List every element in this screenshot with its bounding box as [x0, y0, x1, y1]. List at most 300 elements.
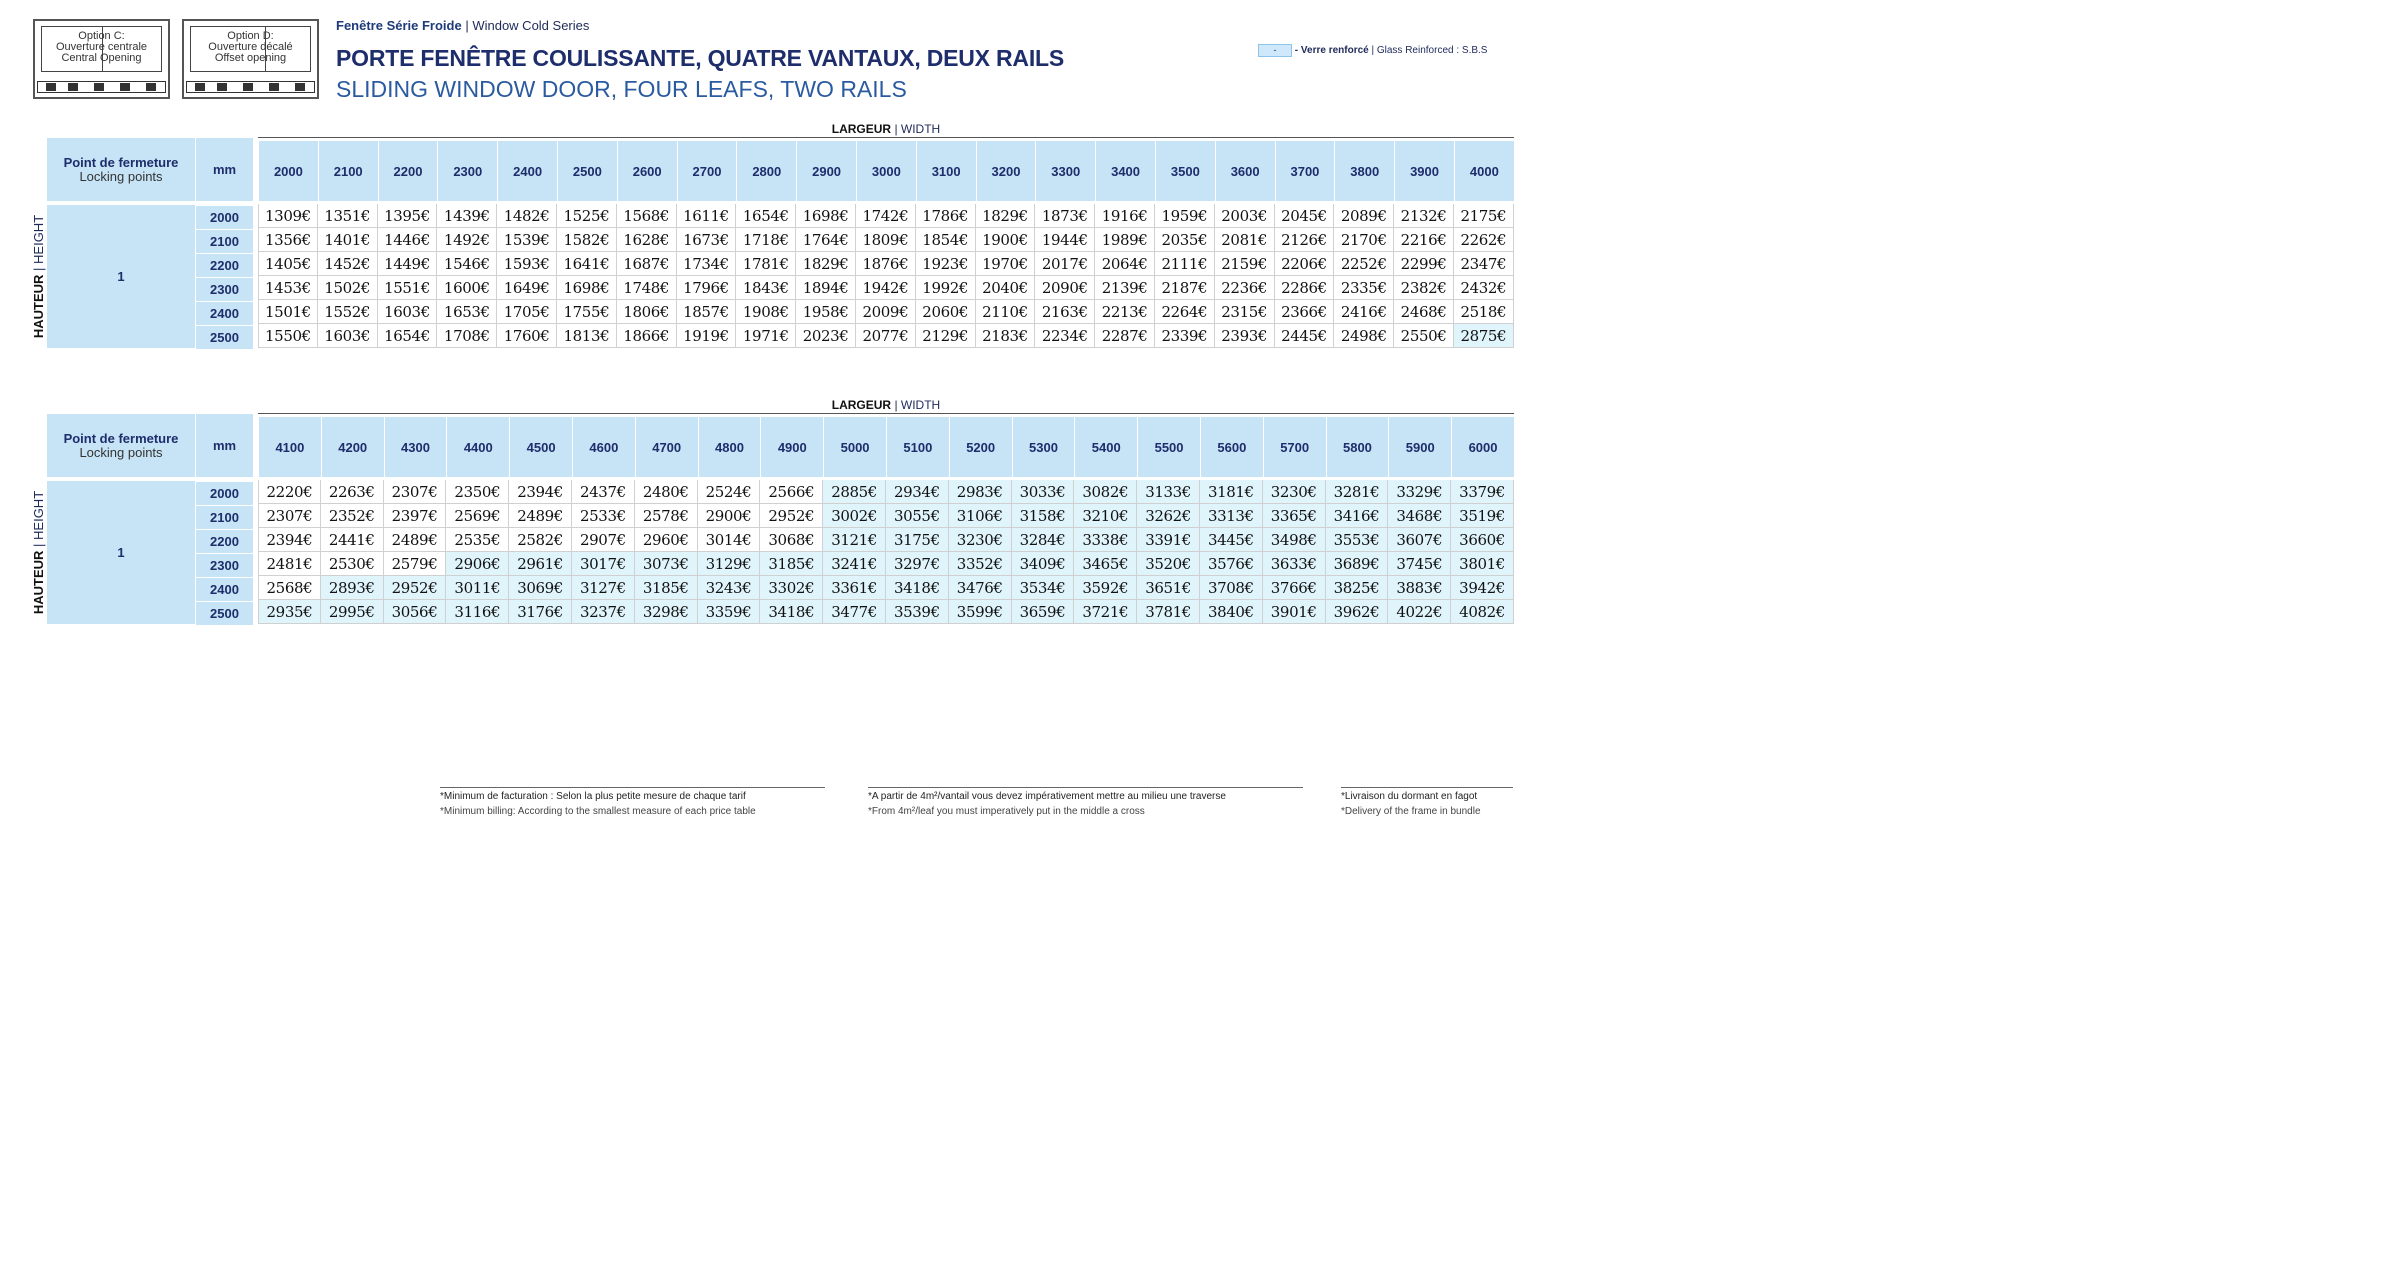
- price-cell: 3313€: [1200, 504, 1263, 528]
- footnote-billing-en: *Minimum billing: According to the smallest measure of each price table: [440, 806, 756, 817]
- height-en: | HEIGHT: [31, 214, 47, 275]
- option-c-label: [35, 31, 168, 64]
- price-cell: 3599€: [949, 600, 1012, 624]
- price-cell: 3660€: [1451, 528, 1514, 552]
- height-row-header: 2100: [196, 505, 253, 529]
- locking-en: Locking points: [79, 444, 163, 460]
- width-header-cell: 5600: [1200, 417, 1263, 477]
- locking-fr: Point de fermeture: [63, 430, 179, 446]
- width-header-cell: 3600: [1215, 141, 1275, 201]
- price-cell: 2875€: [1454, 324, 1514, 348]
- price-cell: 3121€: [823, 528, 886, 552]
- footnote-delivery: [1341, 789, 1513, 819]
- price-grid-2: [258, 480, 1514, 624]
- width-header-cell: 3500: [1155, 141, 1215, 201]
- price-cell: 2530€: [321, 552, 384, 576]
- price-cell: 2023€: [796, 324, 856, 348]
- series-en: Window Cold Series: [472, 18, 590, 33]
- price-cell: 2111€: [1155, 252, 1215, 276]
- price-cell: 2960€: [635, 528, 698, 552]
- price-cell: 1742€: [856, 204, 916, 228]
- price-cell: 2339€: [1155, 324, 1215, 348]
- price-cell: 1900€: [976, 228, 1036, 252]
- price-cell: 1395€: [378, 204, 438, 228]
- price-cell: 2159€: [1215, 252, 1275, 276]
- price-cell: 1718€: [736, 228, 796, 252]
- price-cell: 1748€: [617, 276, 677, 300]
- width-header-row: [258, 417, 1514, 477]
- price-cell: 3116€: [446, 600, 509, 624]
- table-row: [258, 252, 1514, 276]
- price-cell: 2893€: [321, 576, 384, 600]
- price-cell: 3745€: [1388, 552, 1451, 576]
- price-cell: 2264€: [1155, 300, 1215, 324]
- width-header-cell: 5200: [949, 417, 1012, 477]
- price-cell: 2129€: [916, 324, 976, 348]
- price-cell: 3962€: [1326, 600, 1389, 624]
- price-cell: 2089€: [1334, 204, 1394, 228]
- price-cell: 2533€: [572, 504, 635, 528]
- width-header-cell: 2900: [796, 141, 856, 201]
- price-cell: 1539€: [497, 228, 557, 252]
- price-cell: 3002€: [823, 504, 886, 528]
- price-cell: 3607€: [1388, 528, 1451, 552]
- price-cell: 3416€: [1326, 504, 1389, 528]
- price-cell: 2961€: [509, 552, 572, 576]
- price-cell: 1551€: [378, 276, 438, 300]
- price-cell: 4082€: [1451, 600, 1514, 624]
- height-row-header: 2500: [196, 601, 253, 625]
- price-cell: 1641€: [557, 252, 617, 276]
- height-row-header: 2500: [196, 325, 253, 349]
- price-cell: 3520€: [1137, 552, 1200, 576]
- price-cell: 3106€: [949, 504, 1012, 528]
- height-row-header: 2400: [196, 577, 253, 601]
- price-cell: 1786€: [916, 204, 976, 228]
- price-cell: 2518€: [1454, 300, 1514, 324]
- price-cell: 3825€: [1326, 576, 1389, 600]
- price-cell: 3262€: [1137, 504, 1200, 528]
- width-header-cell: 2400: [497, 141, 557, 201]
- price-cell: 3011€: [446, 576, 509, 600]
- price-grid-1: [258, 204, 1514, 348]
- price-cell: 1673€: [677, 228, 737, 252]
- price-cell: 3230€: [1263, 480, 1326, 504]
- price-cell: 2437€: [572, 480, 635, 504]
- price-cell: 3418€: [886, 576, 949, 600]
- price-cell: 1866€: [617, 324, 677, 348]
- price-cell: 2445€: [1275, 324, 1335, 348]
- price-cell: 3553€: [1326, 528, 1389, 552]
- height-row-header: 2400: [196, 301, 253, 325]
- price-cell: 1705€: [497, 300, 557, 324]
- width-header-cell: 2200: [378, 141, 438, 201]
- price-cell: 1568€: [617, 204, 677, 228]
- price-cell: 3014€: [698, 528, 761, 552]
- price-cell: 3243€: [698, 576, 761, 600]
- price-cell: 3539€: [886, 600, 949, 624]
- price-cell: 3127€: [572, 576, 635, 600]
- price-cell: 2535€: [446, 528, 509, 552]
- price-cell: 2566€: [760, 480, 823, 504]
- price-cell: 3069€: [509, 576, 572, 600]
- width-header-cell: 3200: [976, 141, 1036, 201]
- price-cell: 1628€: [617, 228, 677, 252]
- footnote-crossbar: [868, 789, 1303, 819]
- price-cell: 3801€: [1451, 552, 1514, 576]
- option-c-title: Option C:: [78, 30, 125, 42]
- price-cell: 4022€: [1388, 600, 1451, 624]
- price-cell: 3158€: [1012, 504, 1075, 528]
- price-cell: 3721€: [1074, 600, 1137, 624]
- price-cell: 1502€: [318, 276, 378, 300]
- width-en: | WIDTH: [891, 398, 941, 412]
- price-cell: 1919€: [677, 324, 737, 348]
- price-cell: 3329€: [1388, 480, 1451, 504]
- width-fr: LARGEUR: [831, 398, 892, 412]
- price-cell: 1923€: [916, 252, 976, 276]
- price-cell: 1760€: [497, 324, 557, 348]
- price-cell: 2568€: [258, 576, 321, 600]
- price-cell: 2126€: [1275, 228, 1335, 252]
- footnote-crossbar-en: *From 4m²/leaf you must imperatively put in the middle a cross: [868, 806, 1145, 817]
- price-cell: 1492€: [437, 228, 497, 252]
- price-cell: 2907€: [572, 528, 635, 552]
- price-cell: 1698€: [557, 276, 617, 300]
- price-cell: 1439€: [437, 204, 497, 228]
- price-cell: 1452€: [318, 252, 378, 276]
- width-header-cell: 3000: [856, 141, 916, 201]
- price-cell: 3840€: [1200, 600, 1263, 624]
- divider: [258, 413, 1514, 414]
- rail-icon: [37, 81, 166, 93]
- price-cell: 2252€: [1334, 252, 1394, 276]
- price-cell: 2175€: [1454, 204, 1514, 228]
- height-label: [30, 481, 48, 624]
- price-cell: 1734€: [677, 252, 737, 276]
- price-cell: 2335€: [1334, 276, 1394, 300]
- width-header-cell: 4000: [1454, 141, 1514, 201]
- width-header-cell: 6000: [1451, 417, 1514, 477]
- price-cell: 2262€: [1454, 228, 1514, 252]
- width-label: [258, 398, 1514, 412]
- price-cell: 3391€: [1137, 528, 1200, 552]
- table-row: [258, 528, 1514, 552]
- price-cell: 3302€: [760, 576, 823, 600]
- width-header-cell: 5800: [1326, 417, 1389, 477]
- series-separator: |: [461, 18, 473, 33]
- price-cell: 1654€: [378, 324, 438, 348]
- locking-points-header: [47, 414, 195, 477]
- price-cell: 3056€: [384, 600, 447, 624]
- price-cell: 3365€: [1263, 504, 1326, 528]
- price-cell: 1755€: [557, 300, 617, 324]
- price-cell: 2307€: [384, 480, 447, 504]
- price-cell: 2139€: [1095, 276, 1155, 300]
- footnote-billing: [440, 789, 825, 819]
- price-cell: 1603€: [318, 324, 378, 348]
- price-cell: 2582€: [509, 528, 572, 552]
- width-header-cell: 5500: [1137, 417, 1200, 477]
- price-cell: 2416€: [1334, 300, 1394, 324]
- price-cell: 1708€: [437, 324, 497, 348]
- price-cell: 3297€: [886, 552, 949, 576]
- price-cell: 1405€: [258, 252, 318, 276]
- width-header-cell: 2300: [437, 141, 497, 201]
- table-row: [258, 480, 1514, 504]
- price-cell: 3534€: [1012, 576, 1075, 600]
- price-cell: 1813€: [557, 324, 617, 348]
- price-cell: 2366€: [1275, 300, 1335, 324]
- price-cell: 1873€: [1035, 204, 1095, 228]
- price-cell: 3576€: [1200, 552, 1263, 576]
- price-cell: 2394€: [258, 528, 321, 552]
- price-cell: 3298€: [635, 600, 698, 624]
- price-cell: 2234€: [1035, 324, 1095, 348]
- price-cell: 3181€: [1200, 480, 1263, 504]
- legend-swatch: -: [1258, 44, 1292, 57]
- page-title: PORTE FENÊTRE COULISSANTE, QUATRE VANTAUX, DEUX RAILS: [336, 45, 1064, 71]
- price-cell: 3409€: [1012, 552, 1075, 576]
- width-header-cell: 4400: [446, 417, 509, 477]
- width-header-cell: 5400: [1074, 417, 1137, 477]
- price-cell: 1781€: [736, 252, 796, 276]
- series-fr: Fenêtre Série Froide: [336, 18, 462, 33]
- width-header-cell: 5000: [823, 417, 886, 477]
- price-cell: 3708€: [1200, 576, 1263, 600]
- price-cell: 1829€: [796, 252, 856, 276]
- locking-fr: Point de fermeture: [63, 154, 179, 170]
- price-cell: 2307€: [258, 504, 321, 528]
- price-cell: 1970€: [976, 252, 1036, 276]
- price-cell: 1552€: [318, 300, 378, 324]
- price-cell: 2498€: [1334, 324, 1394, 348]
- price-cell: 2393€: [1215, 324, 1275, 348]
- price-cell: 2220€: [258, 480, 321, 504]
- width-header-cell: 2100: [318, 141, 378, 201]
- price-cell: 2216€: [1394, 228, 1454, 252]
- width-header-cell: 5900: [1388, 417, 1451, 477]
- price-cell: 3073€: [635, 552, 698, 576]
- price-cell: 1356€: [258, 228, 318, 252]
- price-cell: 2350€: [446, 480, 509, 504]
- price-cell: 1593€: [497, 252, 557, 276]
- price-cell: 3781€: [1137, 600, 1200, 624]
- width-label: [258, 122, 1514, 136]
- width-header-row: [258, 141, 1514, 201]
- width-header-cell: 4600: [572, 417, 635, 477]
- table-row: [258, 576, 1514, 600]
- price-cell: 1942€: [856, 276, 916, 300]
- price-cell: 3659€: [1012, 600, 1075, 624]
- locking-points-value: 1: [47, 481, 195, 624]
- page-subtitle: SLIDING WINDOW DOOR, FOUR LEAFS, TWO RAILS: [336, 76, 907, 102]
- rail-icon: [186, 81, 315, 93]
- price-cell: 2170€: [1334, 228, 1394, 252]
- price-cell: 1611€: [677, 204, 737, 228]
- width-header-cell: 4700: [635, 417, 698, 477]
- price-cell: 3210€: [1074, 504, 1137, 528]
- price-cell: 2441€: [321, 528, 384, 552]
- price-cell: 1649€: [497, 276, 557, 300]
- price-cell: 1525€: [557, 204, 617, 228]
- width-header-cell: 4500: [509, 417, 572, 477]
- price-cell: 3901€: [1263, 600, 1326, 624]
- width-header-cell: 5100: [886, 417, 949, 477]
- option-d-thumbnail: [182, 19, 319, 99]
- width-header-cell: 2500: [557, 141, 617, 201]
- price-cell: 3185€: [635, 576, 698, 600]
- price-cell: 1958€: [796, 300, 856, 324]
- price-cell: 1698€: [796, 204, 856, 228]
- price-cell: 1894€: [796, 276, 856, 300]
- height-fr: HAUTEUR: [31, 550, 47, 615]
- price-cell: 1654€: [736, 204, 796, 228]
- price-cell: 2550€: [1394, 324, 1454, 348]
- price-cell: 2569€: [446, 504, 509, 528]
- height-row-header: 2200: [196, 253, 253, 277]
- price-cell: 2489€: [509, 504, 572, 528]
- height-row-header: 2300: [196, 553, 253, 577]
- locking-points-header: [47, 138, 195, 201]
- price-cell: 3129€: [698, 552, 761, 576]
- width-header-cell: 4800: [698, 417, 761, 477]
- width-header-cell: 3400: [1095, 141, 1155, 201]
- price-cell: 3633€: [1263, 552, 1326, 576]
- price-cell: 2060€: [916, 300, 976, 324]
- height-row-header: 2300: [196, 277, 253, 301]
- price-cell: 2077€: [856, 324, 916, 348]
- locking-en: Locking points: [79, 168, 163, 184]
- price-cell: 1603€: [378, 300, 438, 324]
- price-cell: 2394€: [509, 480, 572, 504]
- table-row: [258, 324, 1514, 348]
- width-header-cell: 3800: [1334, 141, 1394, 201]
- price-cell: 2906€: [446, 552, 509, 576]
- option-c-en: Central Opening: [61, 52, 142, 64]
- price-cell: 2983€: [949, 480, 1012, 504]
- price-cell: 1806€: [617, 300, 677, 324]
- mm-header: mm: [196, 414, 253, 477]
- price-cell: 1876€: [856, 252, 916, 276]
- width-header-cell: 3900: [1394, 141, 1454, 201]
- price-cell: 3338€: [1074, 528, 1137, 552]
- price-cell: 3418€: [760, 600, 823, 624]
- price-cell: 1582€: [557, 228, 617, 252]
- series-label: [336, 18, 589, 33]
- table-row: [258, 300, 1514, 324]
- price-cell: 1944€: [1035, 228, 1095, 252]
- price-cell: 2481€: [258, 552, 321, 576]
- legend: [1258, 44, 1487, 57]
- price-cell: 2064€: [1095, 252, 1155, 276]
- price-cell: 2081€: [1215, 228, 1275, 252]
- width-header-cell: 3300: [1035, 141, 1095, 201]
- price-cell: 1992€: [916, 276, 976, 300]
- table-row: [258, 204, 1514, 228]
- price-cell: 1916€: [1095, 204, 1155, 228]
- price-cell: 1829€: [976, 204, 1036, 228]
- price-cell: 1843€: [736, 276, 796, 300]
- table-row: [258, 276, 1514, 300]
- price-cell: 2468€: [1394, 300, 1454, 324]
- price-cell: 2236€: [1215, 276, 1275, 300]
- price-cell: 1857€: [677, 300, 737, 324]
- price-cell: 1959€: [1155, 204, 1215, 228]
- price-cell: 1796€: [677, 276, 737, 300]
- price-cell: 2952€: [760, 504, 823, 528]
- height-row-header: 2000: [196, 481, 253, 505]
- price-cell: 1453€: [258, 276, 318, 300]
- price-cell: 1809€: [856, 228, 916, 252]
- price-cell: 1501€: [258, 300, 318, 324]
- height-en: | HEIGHT: [31, 490, 47, 551]
- price-cell: 1401€: [318, 228, 378, 252]
- height-row-header: 2100: [196, 229, 253, 253]
- price-cell: 3883€: [1388, 576, 1451, 600]
- table-row: [258, 504, 1514, 528]
- option-d-label: [184, 31, 317, 64]
- price-cell: 3477€: [823, 600, 886, 624]
- price-cell: 3361€: [823, 576, 886, 600]
- price-cell: 2885€: [823, 480, 886, 504]
- width-header-cell: 2000: [258, 141, 318, 201]
- price-cell: 2579€: [384, 552, 447, 576]
- height-row-header: 2000: [196, 205, 253, 229]
- price-cell: 3055€: [886, 504, 949, 528]
- height-label: [30, 205, 48, 348]
- price-cell: 1309€: [258, 204, 318, 228]
- option-d-title: Option D:: [227, 30, 274, 42]
- price-cell: 2213€: [1095, 300, 1155, 324]
- price-cell: 1854€: [916, 228, 976, 252]
- price-cell: 2900€: [698, 504, 761, 528]
- price-cell: 2347€: [1454, 252, 1514, 276]
- price-cell: 2382€: [1394, 276, 1454, 300]
- footnote-billing-fr: *Minimum de facturation : Selon la plus petite mesure de chaque tarif: [440, 791, 746, 802]
- width-header-cell: 2800: [736, 141, 796, 201]
- divider: [258, 137, 1514, 138]
- locking-points-value: 1: [47, 205, 195, 348]
- height-fr: HAUTEUR: [31, 274, 47, 339]
- price-cell: 2035€: [1155, 228, 1215, 252]
- price-cell: 3445€: [1200, 528, 1263, 552]
- price-cell: 2132€: [1394, 204, 1454, 228]
- width-en: | WIDTH: [891, 122, 941, 136]
- price-cell: 2286€: [1275, 276, 1335, 300]
- width-header-cell: 4300: [384, 417, 447, 477]
- price-cell: 1687€: [617, 252, 677, 276]
- price-cell: 3352€: [949, 552, 1012, 576]
- price-cell: 3017€: [572, 552, 635, 576]
- price-cell: 1482€: [497, 204, 557, 228]
- price-cell: 3379€: [1451, 480, 1514, 504]
- price-cell: 3281€: [1326, 480, 1389, 504]
- price-cell: 2480€: [635, 480, 698, 504]
- price-cell: 3185€: [760, 552, 823, 576]
- width-fr: LARGEUR: [831, 122, 892, 136]
- price-cell: 3766€: [1263, 576, 1326, 600]
- width-header-cell: 4100: [258, 417, 321, 477]
- price-cell: 2187€: [1155, 276, 1215, 300]
- price-cell: 2995€: [321, 600, 384, 624]
- price-cell: 1764€: [796, 228, 856, 252]
- price-cell: 3942€: [1451, 576, 1514, 600]
- price-cell: 1449€: [378, 252, 438, 276]
- footnote-delivery-en: *Delivery of the frame in bundle: [1341, 806, 1481, 817]
- price-cell: 3033€: [1012, 480, 1075, 504]
- price-cell: 3468€: [1388, 504, 1451, 528]
